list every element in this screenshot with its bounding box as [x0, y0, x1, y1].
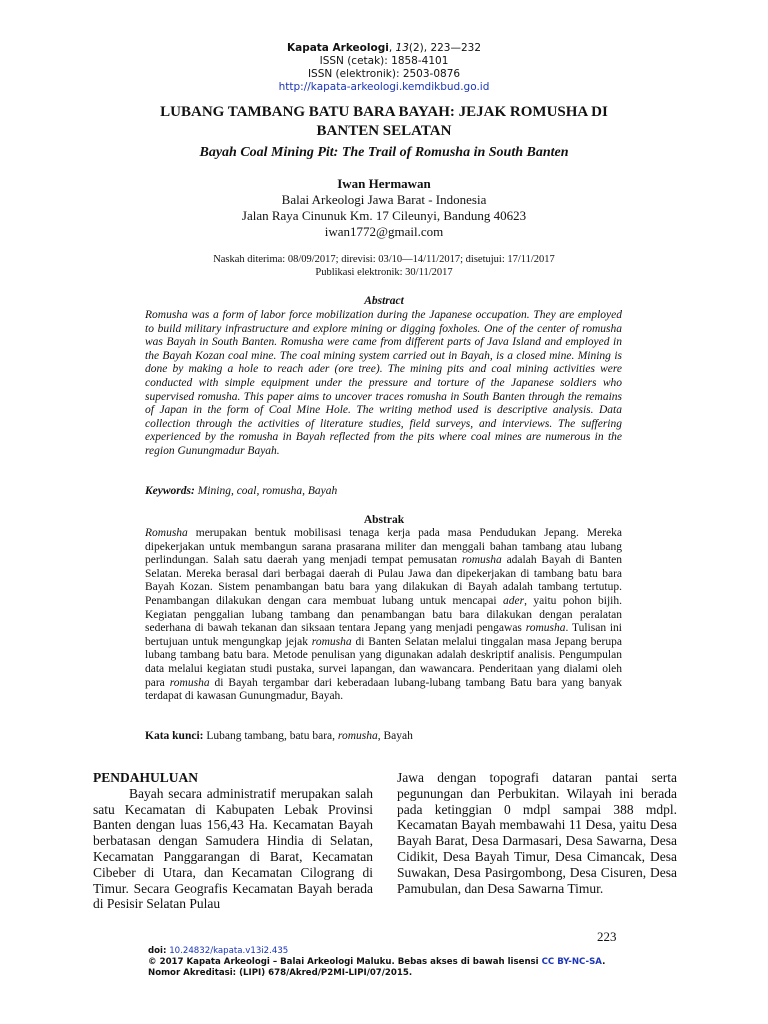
abstrak-segment: , yaitu pohon bijih. Kegiatan penggalian lubang tambang dan penambangan batu bara dilakukan dengan peralatan sederhana di bawah tekanan dan siksaan tentara Jepang yang menjadi pengawas [145, 594, 622, 635]
journal-header [0, 42, 768, 94]
doi-link[interactable]: 10.24832/kapata.v13i2.435 [169, 946, 289, 956]
abstrak-heading: Abstrak [363, 514, 405, 526]
body-paragraph: Bayah secara administratif merupakan salah satu Kecamatan di Kabupaten Lebak Provinsi Banten dengan luas 156,43 Ha. Kecamatan Bayah berbatasan dengan Samudera Hindia di Selatan, Kecamatan Panggarangan di Barat, Kecamatan Cibeber di Utara, dan Kecamatan Cilograng di Timur. Secara Geografis Kecamatan Bayah berada di Pesisir Selatan Pulau [93, 785, 373, 912]
abstrak-segment: adalah Bayah di Banten Selatan. Mereka berasal dari berbagai daerah di Pulau Jawa dan dipekerjakan di tambang batu bara Bayah Kozan. Sistem penambangan batu bara yang dilakukan di Bayah adalah tambang tertutup. Penambangan dilakukan dengan cara membuat lubang untuk mencapai [145, 554, 623, 607]
doi-line [148, 946, 668, 957]
section-heading: PENDAHULUAN [93, 770, 199, 785]
date-received: Naskah diterima: 08/09/2017; direvisi: 03/10—14/11/2017; disetujui: 17/11/2017 [213, 254, 555, 265]
journal-citation: Kapata Arkeologi, 13(2), 223—232 [286, 42, 482, 54]
body-column-left [93, 770, 373, 912]
title-english: Bayah Coal Mining Pit: The Trail of Romusha in South Banten [199, 145, 569, 160]
issn-online: ISSN (elektronik): 2503-0876 [307, 68, 461, 80]
abstrak-segment: . Tulisan ini bertujuan untuk mengungkap jejak [145, 622, 622, 648]
term-romusha: romusha [525, 622, 566, 635]
term-romusha: romusha [461, 554, 502, 567]
kata-kunci-values: Lubang tambang, batu bara, [203, 730, 338, 742]
author-name: Iwan Hermawan [337, 176, 431, 191]
issn-print: ISSN (cetak): 1858-4101 [319, 55, 449, 67]
title-indonesian: LUBANG TAMBANG BATU BARA BAYAH: JEJAK ROMUSHA DI BANTEN SELATAN [160, 104, 608, 139]
manuscript-dates [0, 253, 768, 279]
journal-volume: 13 [395, 42, 409, 54]
author-block [0, 176, 768, 240]
accreditation-line: Nomor Akreditasi: (LIPI) 678/Akred/P2MI-LIPI/07/2015. [148, 968, 413, 978]
date-published: Publikasi elektronik: 30/11/2017 [315, 267, 453, 278]
kata-kunci-term: romusha [337, 730, 378, 742]
keywords-values: Mining, coal, romusha, Bayah [197, 485, 338, 497]
term-ader: ader [503, 594, 525, 607]
journal-name: Kapata Arkeologi [286, 42, 389, 54]
page-footer [148, 946, 668, 979]
copyright-line: © 2017 Kapata Arkeologi – Balai Arkeologi Maluku. Bebas akses di bawah lisensi CC BY-NC-SA. [148, 957, 606, 967]
author-affiliation: Balai Arkeologi Jawa Barat - Indonesia [281, 192, 487, 207]
keywords-english [145, 485, 622, 497]
doi-label: doi: [148, 946, 167, 956]
kata-kunci-label: Kata kunci: [145, 730, 204, 742]
abstract-heading: Abstract [364, 295, 404, 307]
term-romusha: romusha [169, 676, 210, 689]
journal-issue-pages: (2), 223—232 [408, 42, 482, 54]
author-email[interactable]: iwan1772@gmail.com [324, 224, 444, 239]
keywords-label: Keywords: [145, 485, 195, 497]
abstrak-segment: di Banten Selatan melalui tinggalan masa Jepang berupa lubang tambang batu bara. Metode penulisan yang digunakan adalah deskriptif analisis. Pengumpulan data melalui kegiatan studi pustaka, survei lapangan, dan wawancara. Penderitaan yang dialami oleh para [145, 635, 622, 689]
author-address: Jalan Raya Cinunuk Km. 17 Cileunyi, Bandung 40623 [241, 208, 527, 223]
abstrak-segment: merupakan bentuk mobilisasi tenaga kerja pada masa Pendudukan Jepang. Mereka dipekerjakan untuk membangun sarana prasarana militer dan menggali bahan tambang atau lubang perlindungan. Salah satu daerah yang menjadi tempat pemusatan [145, 527, 622, 567]
license-link[interactable]: CC BY-NC-SA [541, 957, 603, 967]
abstract-english-text: Romusha was a form of labor force mobilization during the Japanese occupation. They are employed to build military infrastructure and explore mining or digging foxholes. One of the center of romusha was Bayah in South Banten. Romusha were came from different parts of Java Island and employed in the Bayah Kozan coal mine. The coal mining system carried out in Bayah, is a closed mine. Mining is done by making a hole to reach ader (ore tree). The mining pits and coal mining activities were conducted with simple equipment under the pressure and torture of the Japanese soldiers who supervised romusha. This paper aims to uncover traces romusha in South Banten through the remains of Japan in the form of Coal Mine Hole. The writing method used is descriptive analysis. Data collection through the activities of literature studies, field surveys, and interviews. The suffering experienced by the romusha in Bayah reflected from the pits where coal mines are numerous in the region Gunungmadur Bayah. [145, 309, 622, 457]
page-number: 223 [597, 929, 617, 944]
copyright-text: © 2017 Kapata Arkeologi – Balai Arkeologi Maluku. Bebas akses di bawah lisensi [148, 957, 542, 967]
term-romusha: Romusha [145, 527, 188, 539]
abstract-indonesian-text [145, 527, 622, 704]
abstrak-segment: di Bayah tergambar dari keberadaan lubang-lubang tambang Batu bara yang banyak terdapat di kawasan Gunungmadur, Bayah. [145, 676, 622, 703]
journal-url-link[interactable]: http://kapata-arkeologi.kemdikbud.go.id [278, 81, 490, 93]
kata-kunci-values: , Bayah [377, 730, 413, 742]
term-romusha: romusha [311, 635, 352, 648]
keywords-indonesian [145, 730, 622, 742]
body-column-right: Jawa dengan topografi dataran pantai serta pegunungan dan Perbukitan. Wilayah ini berada pada ketinggian 0 mdpl sampai 388 mdpl. Kecamatan Bayah membawahi 11 Desa, yaitu Desa Bayah Barat, Desa Darmasari, Desa Sawarna, Desa Cidikit, Desa Bayah Timur, Desa Cimancak, Desa Suwakan, Desa Pasirgombong, Desa Cisuren, Desa Pamubulan, dan Desa Sawarna Timur. [397, 770, 677, 896]
